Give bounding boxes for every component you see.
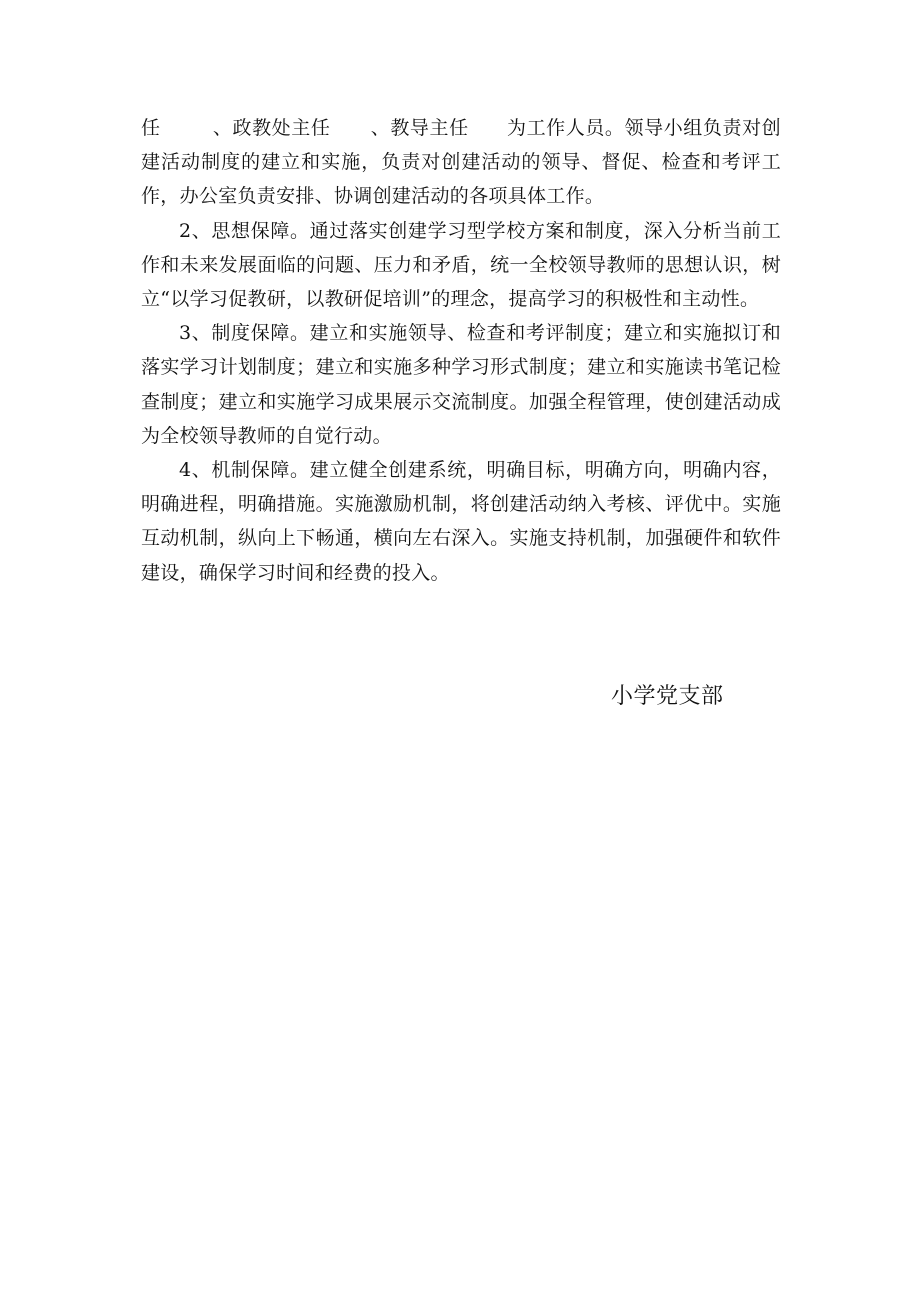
- paragraph-mechanism-guarantee: 4、机制保障。建立健全创建系统，明确目标，明确方向，明确内容，明确进程，明确措施。实施激励机制，将创建活动纳入考核、评优中。实施互动机制，纵向上下畅通，横向左右深入。实施支持机制，加强硬件和软件建设，确保学习时间和经费的投入。: [141, 459, 781, 584]
- paragraph-1-part-1: 任: [141, 117, 161, 139]
- paragraph-leadership: [141, 111, 781, 214]
- paragraph-1-part-3: 、教导主任: [370, 117, 469, 139]
- signature-organization: 小学党支部: [611, 684, 724, 709]
- paragraph-ideological-guarantee: 2、思想保障。通过落实创建学习型学校方案和制度，深入分析当前工作和未来发展面临的问题、压力和矛盾，统一全校领导教师的思想认识，树立“以学习促教研，以教研促培训”的理念，提高学习的积极性和主动性。: [141, 219, 781, 311]
- paragraph-1-part-4: 为工作人员。领导小组负责对创建活动制度的建立和实施，负责对创建活动的领导、督促、检查和考评工作，办公室负责安排、协调创建活动的各项具体工作。: [141, 117, 781, 208]
- paragraph-1-part-2: 、政教处主任: [212, 117, 331, 139]
- document-body: [141, 111, 781, 590]
- paragraph-system-guarantee: 3、制度保障。建立和实施领导、检查和考评制度；建立和实施拟订和落实学习计划制度；建立和实施多种学习形式制度；建立和实施读书笔记检查制度；建立和实施学习成果展示交流制度。加强全程管理，使创建活动成为全校领导教师的自觉行动。: [141, 322, 781, 447]
